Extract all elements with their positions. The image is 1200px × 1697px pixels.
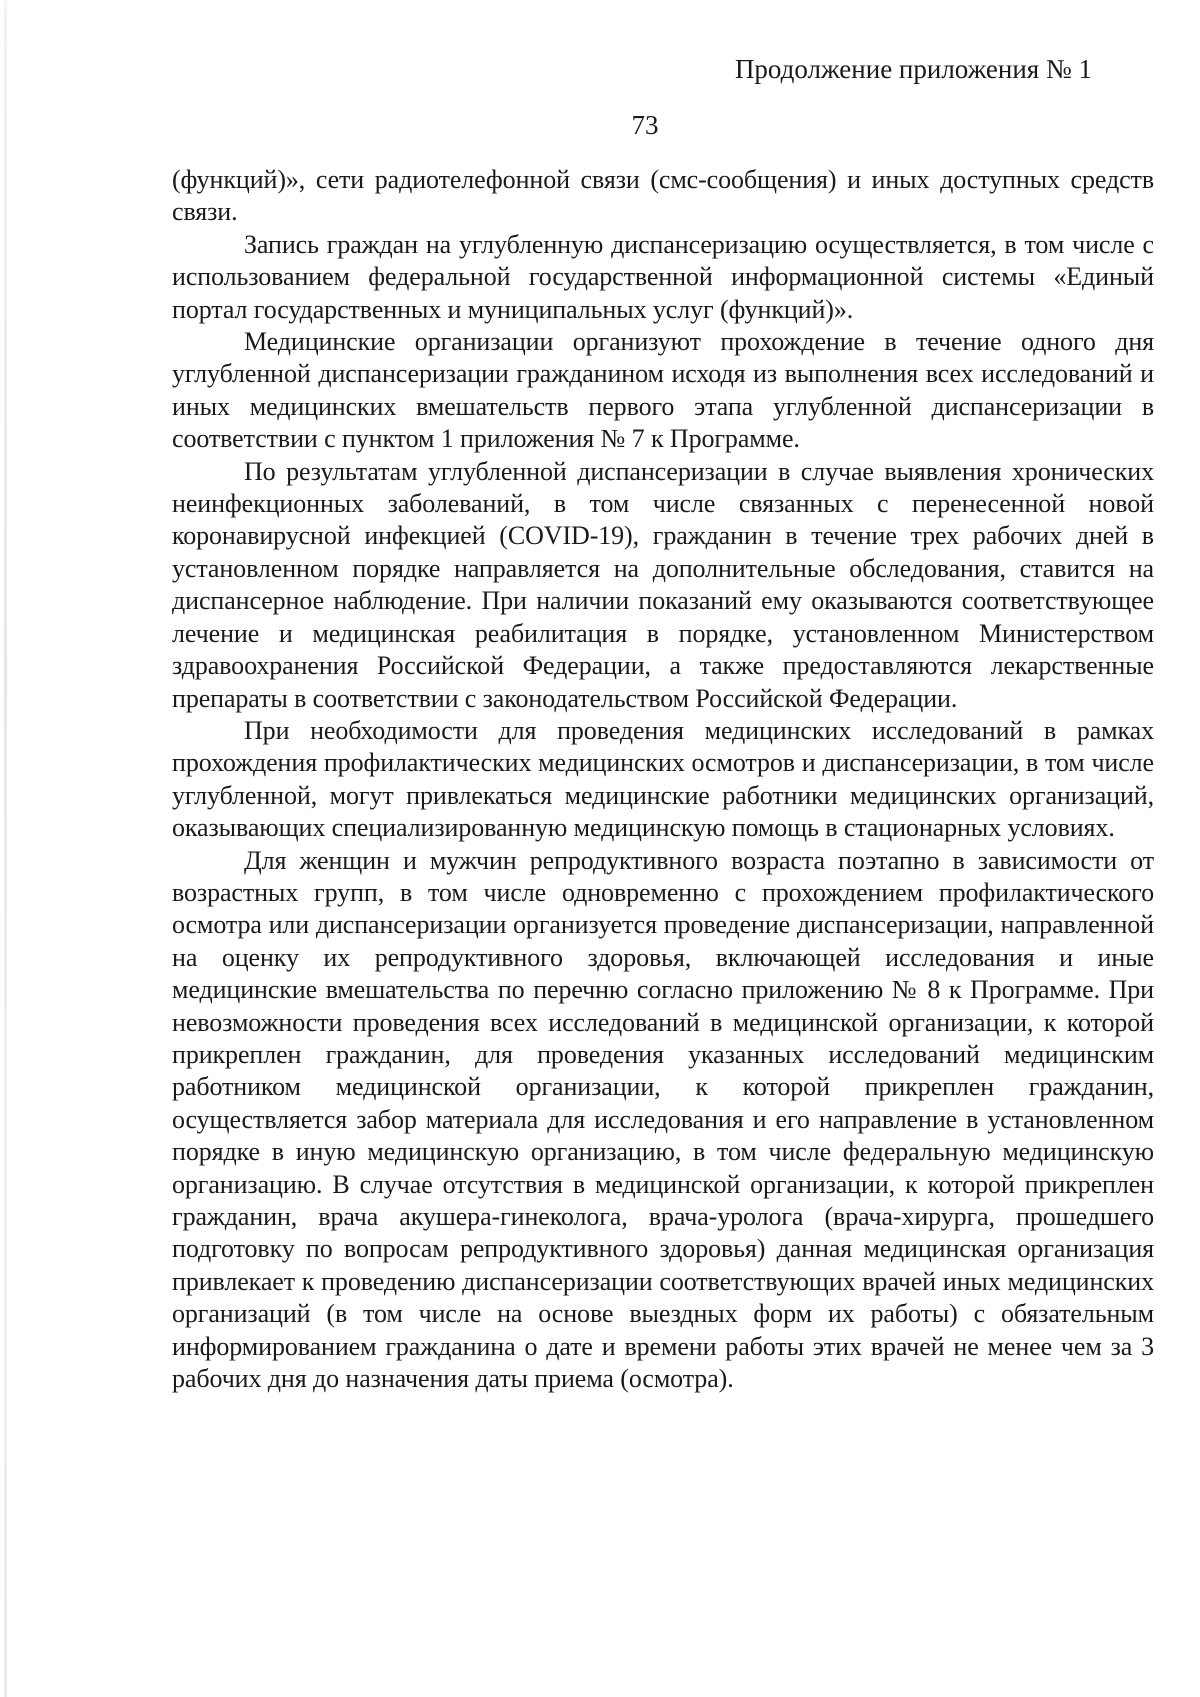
paragraph-reproductive-health: Для женщин и мужчин репродуктивного возраста поэтапно в зависимости от возрастных групп, в том числе одновременно с прохождением профилактического осмотра или диспансеризации организуется проведение диспансеризации, направленной на оценку их репродуктивного здоровья, включающей исследования и иные медицинские вмешательства по перечню согласно приложению № 8 к Программе. При невозможности проведения всех исследований в медицинской организации, к которой прикреплен гражданин, для проведения указанных исследований медицинским работником медицинской организации, к которой прикреплен гражданин, осуществляется забор материала для исследования и его направление в установленном порядке в иную медицинскую организацию, в том числе федеральную медицинскую организацию. В случае отсутствия в медицинской организации, к которой прикреплен гражданин, врача акушера-гинеколога, врача-уролога (врача-хирурга, прошедшего подготовку по вопросам репродуктивного здоровья) данная медицинская организация привлекает к проведению диспансеризации соответствующих врачей иных медицинских организаций (в том числе на основе выездных форм их работы) с обязательным информированием гражданина о дате и времени работы этих врачей не менее чем за 3 рабочих дня до назначения даты приема (осмотра). <box>172 845 1154 1394</box>
paragraph-continuation: (функций)», сети радиотелефонной связи (смс-сообщения) и иных доступных средств связи. <box>172 165 1154 227</box>
scan-edge <box>4 0 7 1697</box>
paragraph-screening-results: По результатам углубленной диспансеризации в случае выявления хронических неинфекционных заболеваний, в том числе связанных с перенесенной новой коронавирусной инфекцией (COVID-19), гражданин в течение трех рабочих дней в установленном порядке направляется на дополнительные обследования, ставится на диспансерное наблюдение. При наличии показаний ему оказываются соответствующее лечение и медицинская реабилитация в порядке, установленном Министерством здравоохранения Российской Федерации, а также предоставляются лекарственные препараты в соответствии с законодательством Российской Федерации. <box>172 456 1154 713</box>
paragraph-one-day-screening: Медицинские организации организуют прохождение в течение одного дня углубленной диспансеризации гражданином исходя из выполнения всех исследований и иных медицинских вмешательств первого этапа углубленной диспансеризации в соответствии с пунктом 1 приложения № 7 к Программе. <box>172 327 1154 454</box>
paragraph-medical-workers: При необходимости для проведения медицинских исследований в рамках прохождения профилактических медицинских осмотров и диспансеризации, в том числе углубленной, могут привлекаться медицинские работники медицинских организаций, оказывающих специализированную медицинскую помощь в стационарных условиях. <box>172 715 1154 843</box>
page-number: 73 <box>631 110 659 140</box>
document-body <box>172 164 1154 1395</box>
appendix-continuation-note: Продолжение приложения № 1 <box>734 54 1092 84</box>
paragraph-registration: Запись граждан на углубленную диспансеризацию осуществляется, в том числе с использованием федеральной государственной информационной системы «Единый портал государственных и муниципальных услуг (функций)». <box>172 229 1154 324</box>
